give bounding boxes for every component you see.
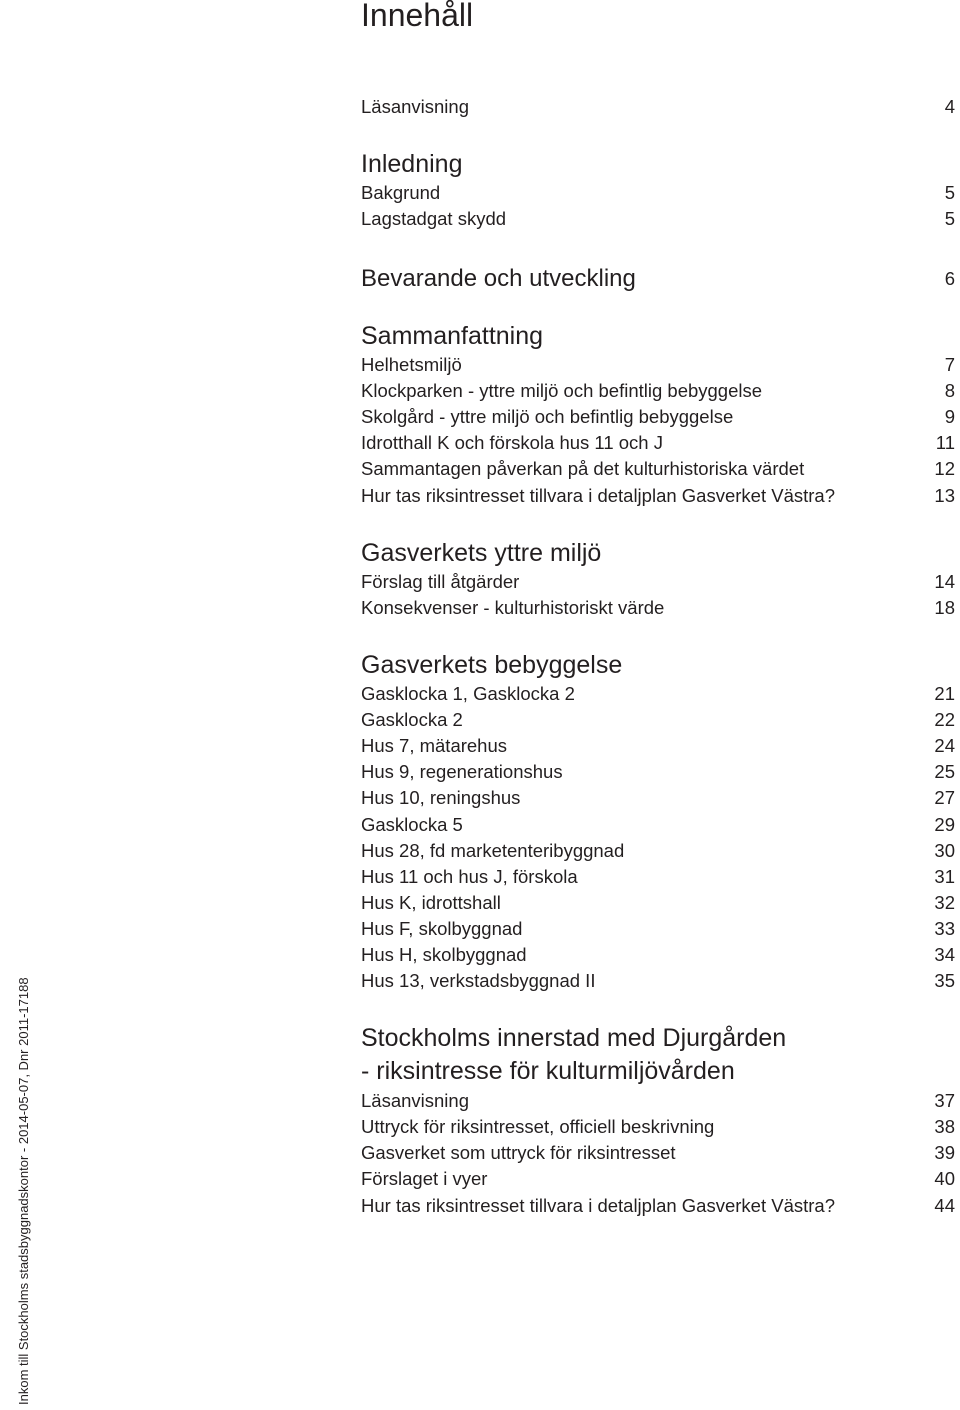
toc-entry-label: Lagstadgat skydd — [361, 208, 507, 229]
toc-entry-label: Hus 11 och hus J, förskola — [361, 866, 578, 887]
toc-entry-label: Gasklocka 5 — [361, 814, 463, 835]
toc-entry[interactable] — [361, 456, 955, 482]
toc-entry-label: Hus F, skolbyggnad — [361, 918, 523, 939]
toc-entry[interactable] — [361, 864, 955, 890]
toc-entry[interactable] — [361, 483, 955, 509]
toc-entry-label: Hus 13, verkstadsbyggnad II — [361, 970, 596, 991]
toc-entry[interactable] — [361, 378, 955, 404]
toc-entry[interactable] — [361, 404, 955, 430]
toc-entry[interactable] — [361, 1166, 955, 1192]
toc-entry[interactable] — [361, 733, 955, 759]
side-stamp — [0, 0, 31, 1410]
section-title-sammanfattning: Sammanfattning — [361, 322, 544, 350]
toc-entry[interactable] — [361, 1193, 955, 1219]
toc-entry-label: Hus H, skolbyggnad — [361, 944, 527, 965]
toc-entry-page: 14 — [934, 571, 955, 592]
toc-entry-page: 24 — [934, 735, 955, 756]
section-title-riksintresse-line2: - riksintresse för kulturmiljövården — [361, 1057, 735, 1085]
page-title: Innehåll — [361, 0, 474, 33]
toc-entry-label: Hus 28, fd marketenteribyggnad — [361, 840, 625, 861]
toc-entry[interactable] — [361, 838, 955, 864]
toc-entry-label: Hur tas riksintresset tillvara i detaljplan Gasverket Västra? — [361, 1195, 835, 1216]
toc-entry-page: 5 — [944, 208, 955, 229]
toc-entry-label: Idrotthall K och förskola hus 11 och J — [361, 432, 663, 453]
toc-entry-label: Hus K, idrottshall — [361, 892, 501, 913]
toc-entry-page: 38 — [934, 1116, 955, 1137]
toc-entry-page: 12 — [934, 458, 955, 479]
toc-entry[interactable] — [361, 94, 955, 120]
toc-entry-label: Gasverket som uttryck för riksintresset — [361, 1142, 676, 1163]
toc-entry-page: 39 — [934, 1142, 955, 1163]
toc-entry-page: 4 — [944, 96, 955, 117]
section-title-bebyggelse: Gasverkets bebyggelse — [361, 651, 623, 679]
toc-entry[interactable] — [361, 430, 955, 456]
toc-entry-page: 27 — [934, 787, 955, 808]
toc-entry-page: 8 — [944, 380, 955, 401]
toc-entry-page: 7 — [944, 354, 955, 375]
toc-entry-page: 11 — [935, 432, 955, 453]
toc-entry[interactable] — [361, 595, 955, 621]
toc-entry[interactable] — [361, 942, 955, 968]
toc-entry[interactable] — [361, 569, 955, 595]
toc-section-entry-bevarande[interactable] — [361, 263, 955, 295]
toc-entry-page: 13 — [934, 485, 955, 506]
section-title-bevarande: Bevarande och utveckling — [361, 265, 636, 292]
toc-entry-page: 6 — [944, 268, 955, 289]
section-title-yttre-miljo: Gasverkets yttre miljö — [361, 539, 602, 567]
toc-entry-page: 33 — [934, 918, 955, 939]
toc-entry[interactable] — [361, 1088, 955, 1114]
toc-entry-page: 31 — [934, 866, 955, 887]
section-title-inledning: Inledning — [361, 150, 463, 178]
toc-entry-label: Hus 7, mätarehus — [361, 735, 508, 756]
toc-entry[interactable] — [361, 916, 955, 942]
toc-entry-label: Sammantagen påverkan på det kulturhistoriska värdet — [361, 458, 805, 479]
toc-entry-page: 18 — [934, 597, 955, 618]
toc-entry[interactable] — [361, 1114, 955, 1140]
section-title-riksintresse-line1: Stockholms innerstad med Djurgården — [361, 1024, 787, 1052]
toc-entry[interactable] — [361, 759, 955, 785]
toc-entry-page: 22 — [934, 709, 955, 730]
toc-entry-label: Hus 10, reningshus — [361, 787, 521, 808]
toc-entry-label: Konsekvenser - kulturhistoriskt värde — [361, 597, 665, 618]
toc-entry-label: Skolgård - yttre miljö och befintlig bebyggelse — [361, 406, 734, 427]
toc-entry[interactable] — [361, 681, 955, 707]
toc-entry-page: 9 — [944, 406, 955, 427]
toc-entry-page: 44 — [934, 1195, 955, 1216]
toc-entry[interactable] — [361, 180, 955, 206]
toc-entry-label: Förslaget i vyer — [361, 1168, 488, 1189]
toc-entry-label: Gasklocka 2 — [361, 709, 463, 730]
registration-stamp-text: Inkom till Stockholms stadsbyggnadskontor - 2014-05-07, Dnr 2011-17188 — [16, 977, 31, 1405]
toc-entry-page: 40 — [934, 1168, 955, 1189]
toc-entry-page: 5 — [944, 182, 955, 203]
toc-entry-label: Helhetsmiljö — [361, 354, 462, 375]
toc-entry-page: 29 — [934, 814, 955, 835]
toc-entry[interactable] — [361, 352, 955, 378]
toc-entry-page: 35 — [934, 970, 955, 991]
toc-entry-page: 25 — [934, 761, 955, 782]
toc-entry[interactable] — [361, 785, 955, 811]
toc-entry[interactable] — [361, 206, 955, 232]
toc-entry[interactable] — [361, 890, 955, 916]
toc-entry-label: Läsanvisning — [361, 96, 469, 117]
toc-entry-label: Förslag till åtgärder — [361, 571, 520, 592]
toc-entry-page: 34 — [934, 944, 955, 965]
toc-entry-page: 32 — [934, 892, 955, 913]
toc-entry-label: Hus 9, regenerationshus — [361, 761, 563, 782]
toc-entry-label: Bakgrund — [361, 182, 441, 203]
toc-entry[interactable] — [361, 707, 955, 733]
toc-entry-label: Klockparken - yttre miljö och befintlig bebyggelse — [361, 380, 763, 401]
toc-entry-page: 30 — [934, 840, 955, 861]
toc-entry-label: Uttryck för riksintresset, officiell beskrivning — [361, 1116, 715, 1137]
toc-entry[interactable] — [361, 968, 955, 994]
toc-entry-page: 37 — [934, 1090, 955, 1111]
toc-entry[interactable] — [361, 812, 955, 838]
toc-entry[interactable] — [361, 1140, 955, 1166]
toc-entry-label: Läsanvisning — [361, 1090, 469, 1111]
toc-entry-label: Hur tas riksintresset tillvara i detaljplan Gasverket Västra? — [361, 485, 835, 506]
toc-entry-label: Gasklocka 1, Gasklocka 2 — [361, 683, 575, 704]
toc-entry-page: 21 — [934, 683, 955, 704]
